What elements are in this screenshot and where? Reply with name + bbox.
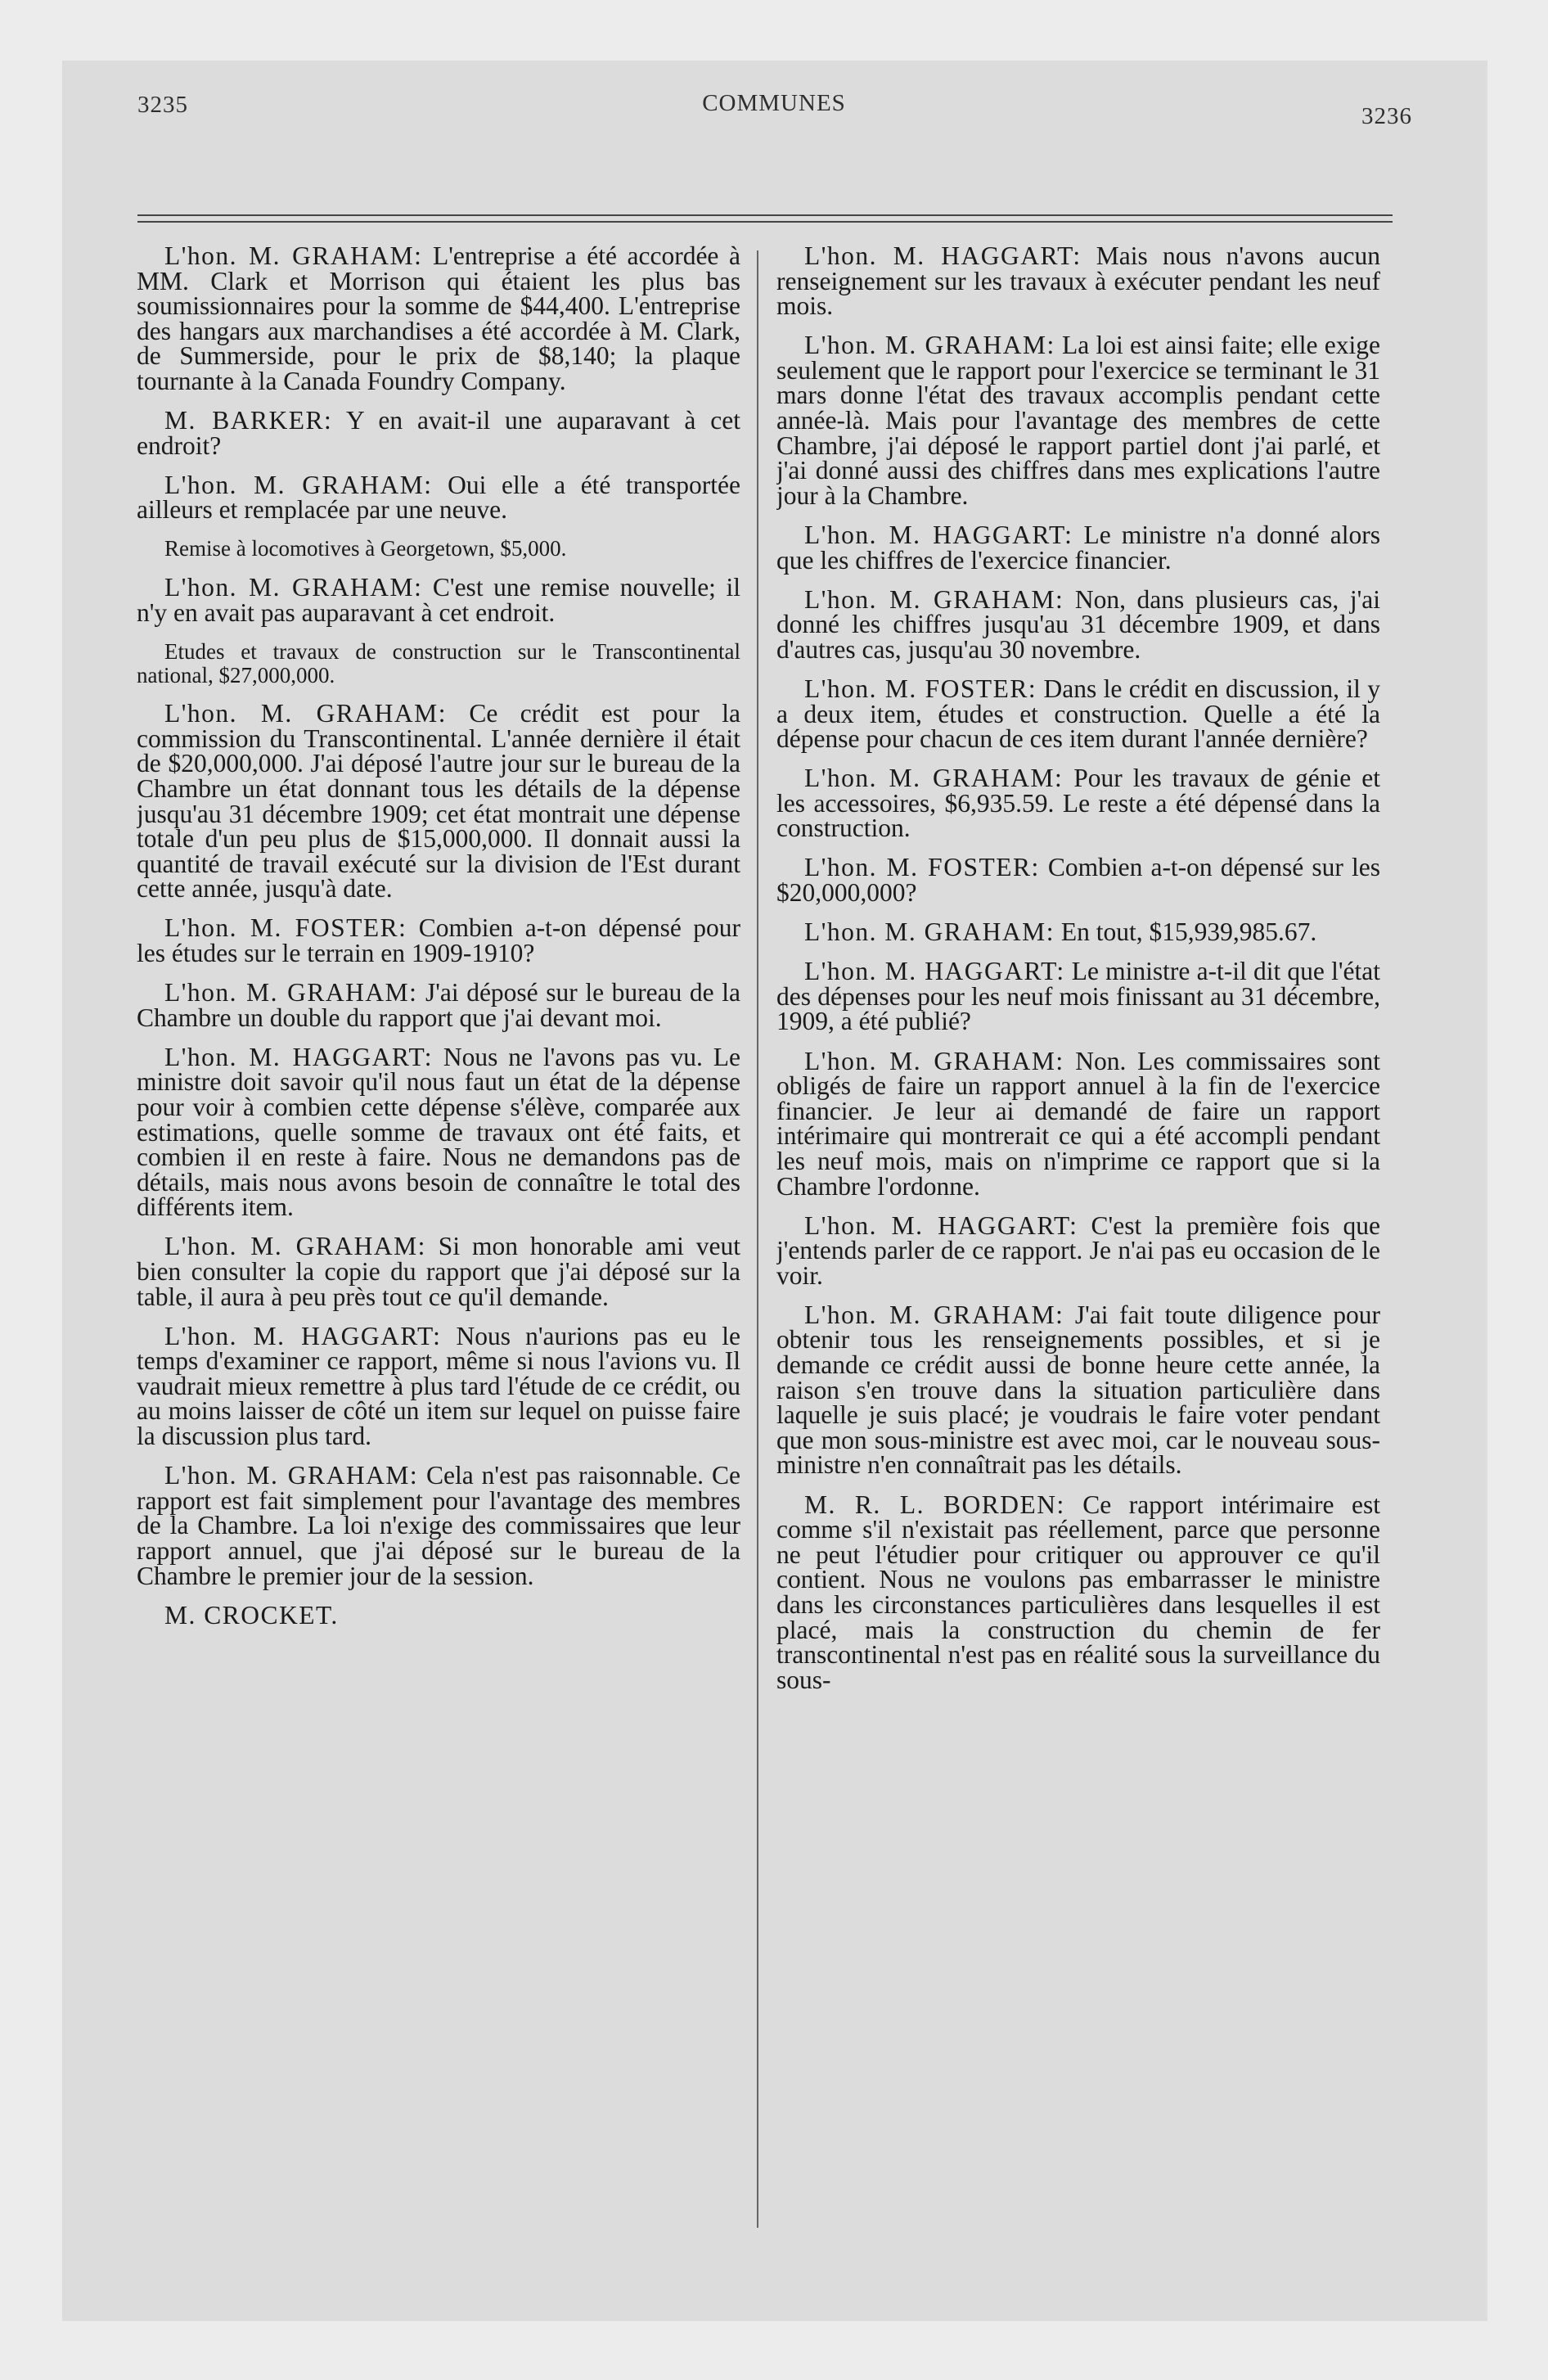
speech-text: J'ai fait toute diligence pour obtenir tous les renseignements possibles, et si je demande ce crédit aussi de bonne heure cette année, la raison s'en trouve dans la situation particulière dans laquelle je suis placé; je voudrais le faire voter pendant que mon sous-ministre est avec moi, car le nouveau sous-ministre n'en connaîtrait pas les détails. [776, 1300, 1380, 1480]
speech-text: Pour les travaux de génie et les accessoires, $6,935.59. Le reste a été dépensé dans la construction. [776, 764, 1380, 843]
speech-text: Le ministre n'a donné alors que les chiffres de l'exercice financier. [776, 520, 1380, 575]
speech-text: Etudes et travaux de construction sur le Transcontinental national, $27,000,000. [137, 638, 740, 687]
speaker-name: L'hon. M. GRAHAM: [804, 1300, 1064, 1329]
speech-paragraph [776, 674, 1380, 754]
speaker-name: L'hon. M. GRAHAM: [164, 1461, 419, 1490]
speech-paragraph [137, 1234, 740, 1309]
speech-text: La loi est ainsi faite; elle exige seulement que le rapport pour l'exercice se terminant le 31 mars donne l'état des travaux accomplis pendant cette année-là. Mais pour l'avantage des membres de cette Chambre, j'ai déposé le rapport partiel dont j'ai parlé, et j'ai donné aussi des chiffres dans mes explications l'autre jour à la Chambre. [776, 331, 1380, 510]
header-rule [137, 221, 1393, 223]
speaker-name: L'hon. M. GRAHAM: [164, 1232, 426, 1261]
speaker-name: M. BARKER: [164, 406, 333, 435]
speech-paragraph [137, 1042, 740, 1222]
speech-paragraph [137, 244, 740, 394]
speech-text: C'est une remise nouvelle; il n'y en avait pas auparavant à cet endroit. [137, 572, 740, 627]
running-title: COMMUNES [702, 90, 846, 116]
speech-paragraph [776, 244, 1380, 319]
speech-text: Nous ne l'avons pas vu. Le ministre doit savoir qu'il nous faut un état de la dépense pour voir à combien cette dépense s'élève, comparée aux estimations, quelle somme de travaux ont été faits, et combien il en reste à faire. Nous ne demandons pas de détails, mais nous avons besoin de connaître le total des différents item. [137, 1042, 740, 1222]
speaker-name: L'hon. M. HAGGART: [804, 1210, 1078, 1240]
speech-paragraph [776, 959, 1380, 1034]
speaker-name: M. R. L. BORDEN: [804, 1490, 1065, 1519]
page-number-left: 3235 [137, 92, 188, 118]
speaker-name: L'hon. M. GRAHAM: [164, 978, 418, 1007]
column-divider [757, 250, 758, 2228]
speech-text: L'entreprise a été accordée à MM. Clark et Morrison qui étaient les plus bas soumissionnaires pour la somme de $44,400. L'entreprise des hangars aux marchandises a été accordée à M. Clark, de Summerside, pour le prix de $8,140; la plaque tournante à la Canada Foundry Company. [137, 244, 740, 395]
speech-paragraph [776, 333, 1380, 508]
speaker-name: M. CROCKET. [164, 1600, 339, 1629]
speech-paragraph [776, 853, 1380, 908]
speech-text: Non. Les commissaires sont obligés de faire un rapport annuel à la fin de l'exercice financier. Je leur ai demandé de faire un rapport intérimaire qui montrerait ce qui a été accompli pendant les neuf mois, mais on n'imprime ce rapport que si la Chambre l'ordonne. [776, 1046, 1380, 1201]
speaker-name: L'hon. M. FOSTER: [804, 674, 1037, 703]
speaker-name: L'hon. M. GRAHAM: [804, 584, 1064, 614]
speech-paragraph [137, 408, 740, 458]
speech-text: Y en avait-il une auparavant à cet endroit? [137, 406, 740, 460]
speech-paragraph [776, 584, 1380, 664]
speech-paragraph [776, 1046, 1380, 1201]
left-column [137, 244, 740, 2249]
speech-paragraph [137, 701, 740, 902]
speech-text: Ce crédit est pour la commission du Transcontinental. L'année dernière il était de $20,000,000. J'ai déposé l'autre jour sur le bureau de la Chambre un état donnant tous les détails de la dépense jusqu'au 31 décembre 1909; cet état montrait une dépense totale d'un peu plus de $15,000,000. Il donnait aussi la quantité de travail exécuté sur la division de l'Est durant cette année, jusqu'à date. [137, 699, 740, 904]
speech-paragraph [776, 1490, 1380, 1694]
speech-paragraph [776, 520, 1380, 575]
speech-paragraph [137, 913, 740, 967]
speech-paragraph [776, 766, 1380, 841]
speech-text: En tout, $15,939,985.67. [1054, 917, 1317, 947]
right-column [776, 244, 1380, 2249]
speech-text: C'est la première fois que j'entends parler de ce rapport. Je n'ai pas eu occasion de le voir. [776, 1210, 1380, 1290]
speech-paragraph [137, 980, 740, 1030]
speech-paragraph [137, 1463, 740, 1589]
speaker-name: L'hon. M. GRAHAM: [164, 244, 423, 270]
speech-paragraph [137, 470, 740, 525]
speaker-name: L'hon. M. GRAHAM: [804, 1046, 1064, 1075]
speaker-name: L'hon. M. HAGGART: [164, 1321, 442, 1350]
speaker-name: L'hon. M. HAGGART: [804, 244, 1082, 270]
speech-paragraph [776, 1210, 1380, 1290]
estimate-item [137, 537, 740, 561]
speaker-name: L'hon. M. HAGGART: [164, 1042, 433, 1071]
speech-text: Non, dans plusieurs cas, j'ai donné les chiffres jusqu'au 31 décembre 1909, et dans d'autres cas, jusqu'au 30 novembre. [776, 584, 1380, 664]
speaker-name: L'hon. M. GRAHAM: [164, 699, 447, 728]
speaker-name: L'hon. M. FOSTER: [164, 913, 407, 943]
speech-text: Cela n'est pas raisonnable. Ce rapport est fait simplement pour l'avantage des membres de la Chambre. La loi n'exige des commissaires que leur rapport annuel, que j'ai déposé sur le bureau de la Chambre le premier jour de la session. [137, 1461, 740, 1590]
speaker-name: L'hon. M. GRAHAM: [804, 331, 1055, 360]
speech-text: J'ai déposé sur le bureau de la Chambre un double du rapport que j'ai devant moi. [137, 978, 740, 1032]
speech-paragraph [776, 917, 1380, 947]
speech-paragraph [137, 1321, 740, 1451]
speech-text: Ce rapport intérimaire est comme s'il n'existait pas réellement, parce que personne ne peut l'étudier pour critiquer ou approuver ce qu'il contient. Nous ne voulons pas embarrasser le ministre dans les circonstances particulières dans lesquelles il est placé, mais la construction du chemin de fer transcontinental n'est pas en réalité sous la surveillance du sous- [776, 1490, 1380, 1694]
speech-text: Mais nous n'avons aucun renseignement sur les travaux à exécuter pendant les neuf mois. [776, 244, 1380, 321]
estimate-item [137, 640, 740, 687]
speech-text: Combien a-t-on dépensé pour les études sur le terrain en 1909-1910? [137, 913, 740, 967]
speech-paragraph [137, 1600, 740, 1629]
speech-text: Remise à locomotives à Georgetown, $5,000. [164, 536, 567, 561]
speech-text: Le ministre a-t-il dit que l'état des dépenses pour les neuf mois finissant au 31 décembre, 1909, a été publié? [776, 957, 1380, 1036]
speaker-name: L'hon. M. GRAHAM: [164, 572, 423, 602]
speech-text: Oui elle a été transportée ailleurs et remplacée par une neuve. [137, 470, 740, 525]
speech-text: Dans le crédit en discussion, il y a deux item, études et construction. Quelle a été la dépense pour chacun de ces item durant l'année dernière? [776, 674, 1380, 754]
page-number-right: 3236 [1361, 103, 1412, 129]
speech-paragraph [137, 572, 740, 627]
speech-paragraph [776, 1300, 1380, 1480]
speech-text: Combien a-t-on dépensé sur les $20,000,000? [776, 853, 1380, 908]
speaker-name: L'hon. M. FOSTER: [804, 853, 1040, 882]
speech-text: Si mon honorable ami veut bien consulter la copie du rapport que j'ai déposé sur la table, il aura à peu près tout ce qu'il demande. [137, 1232, 740, 1311]
speaker-name: L'hon. M. GRAHAM: [164, 470, 433, 499]
speaker-name: L'hon. M. GRAHAM: [804, 764, 1064, 793]
speaker-name: L'hon. M. HAGGART: [804, 520, 1073, 549]
header-rule [137, 214, 1393, 216]
speaker-name: L'hon. M. GRAHAM: [804, 917, 1055, 947]
speaker-name: L'hon. M. HAGGART: [804, 957, 1065, 986]
speech-text: Nous n'aurions pas eu le temps d'examiner ce rapport, même si nous l'avions vu. Il vaudrait mieux remettre à plus tard l'étude de ce crédit, ou au moins laisser de côté un item sur lequel on puisse faire la discussion plus tard. [137, 1321, 740, 1451]
